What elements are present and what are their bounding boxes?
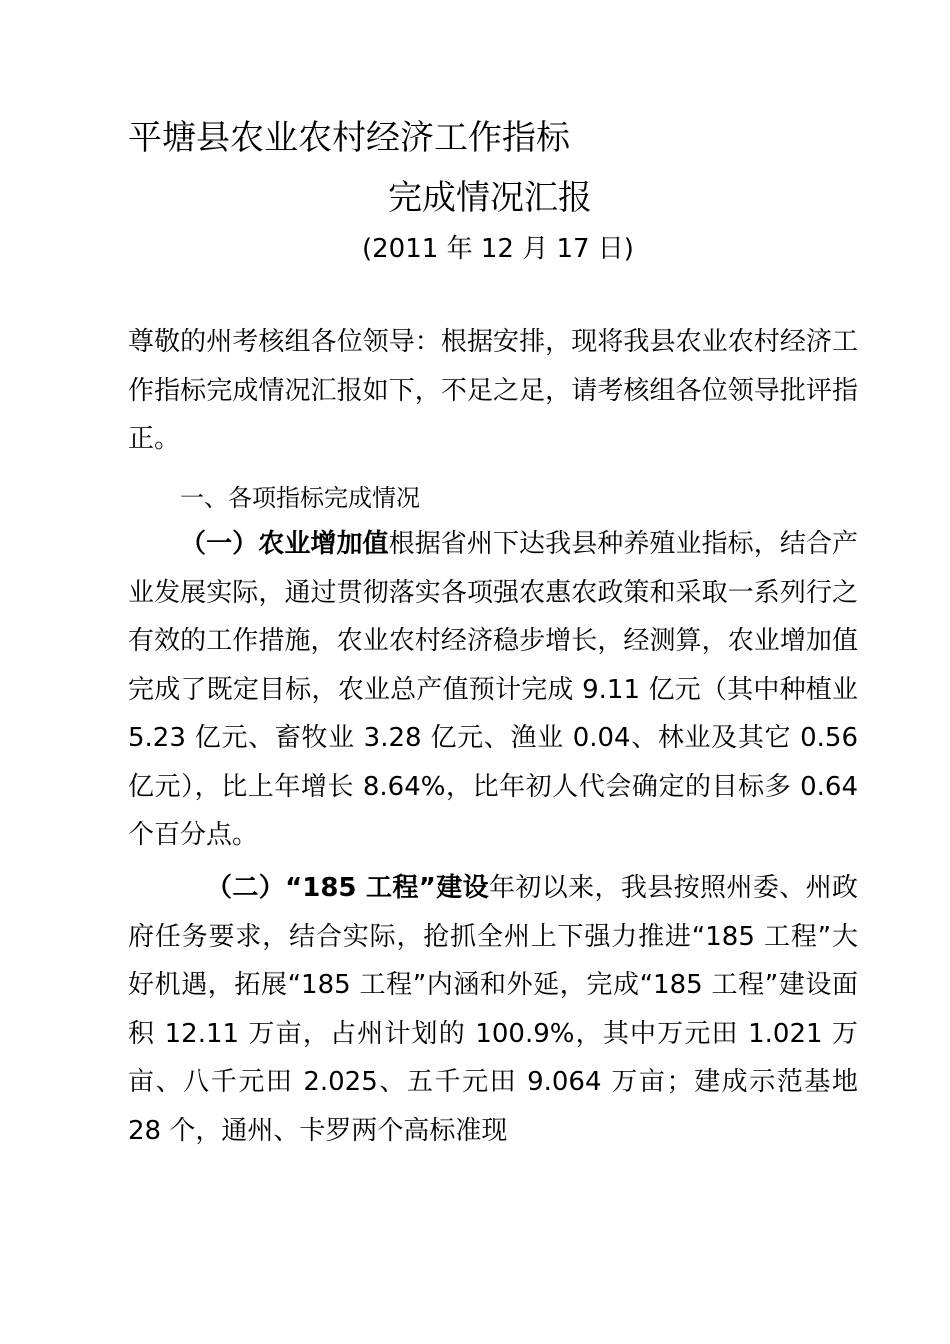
document-title-line-1: 平塘县农业农村经济工作指标 [128,118,570,158]
section-heading: 一、各项指标完成情况 [180,484,420,512]
paragraph-agricultural-value-added [128,520,858,860]
paragraph-text: 年初以来，我县按照州委、州政府任务要求，结合实际，抢抓全州上下强力推进“185 工程”大好机遇，拓展“185 工程”内涵和外延，完成“185 工程”建设面积 12.11 万亩，占州计划的 100.9%，其中万元田 1.021 万亩、八千元田 2.025、五千元田 9.064 万亩；建成示范基地 28 个，通州、卡罗两个高标准现 [128,873,858,1146]
paragraph-185-project [128,864,858,1155]
greeting-paragraph: 尊敬的州考核组各位领导：根据安排，现将我县农业农村经济工作指标完成情况汇报如下，不足之足，请考核组各位领导批评指正。 [128,327,858,454]
document-title-line-2: 完成情况汇报 [388,178,592,218]
paragraph-lead: （二）“185 工程”建设 [206,873,489,903]
paragraph-text: 根据省州下达我县种养殖业指标，结合产业发展实际，通过贯彻落实各项强农惠农政策和采取一系列行之有效的工作措施，农业农村经济稳步增长，经测算，农业增加值完成了既定目标，农业总产值预计完成 9.11 亿元（其中种植业 5.23 亿元、畜牧业 3.28 亿元、渔业 0.04、林业及其它 0.56 亿元），比上年增长 8.64%，比年初人代会确定的目标多 0.64 个百分点。 [128,529,858,850]
paragraph-lead: （一）农业增加值 [180,529,389,559]
report-date: (2011 年 12 月 17 日) [362,234,634,264]
